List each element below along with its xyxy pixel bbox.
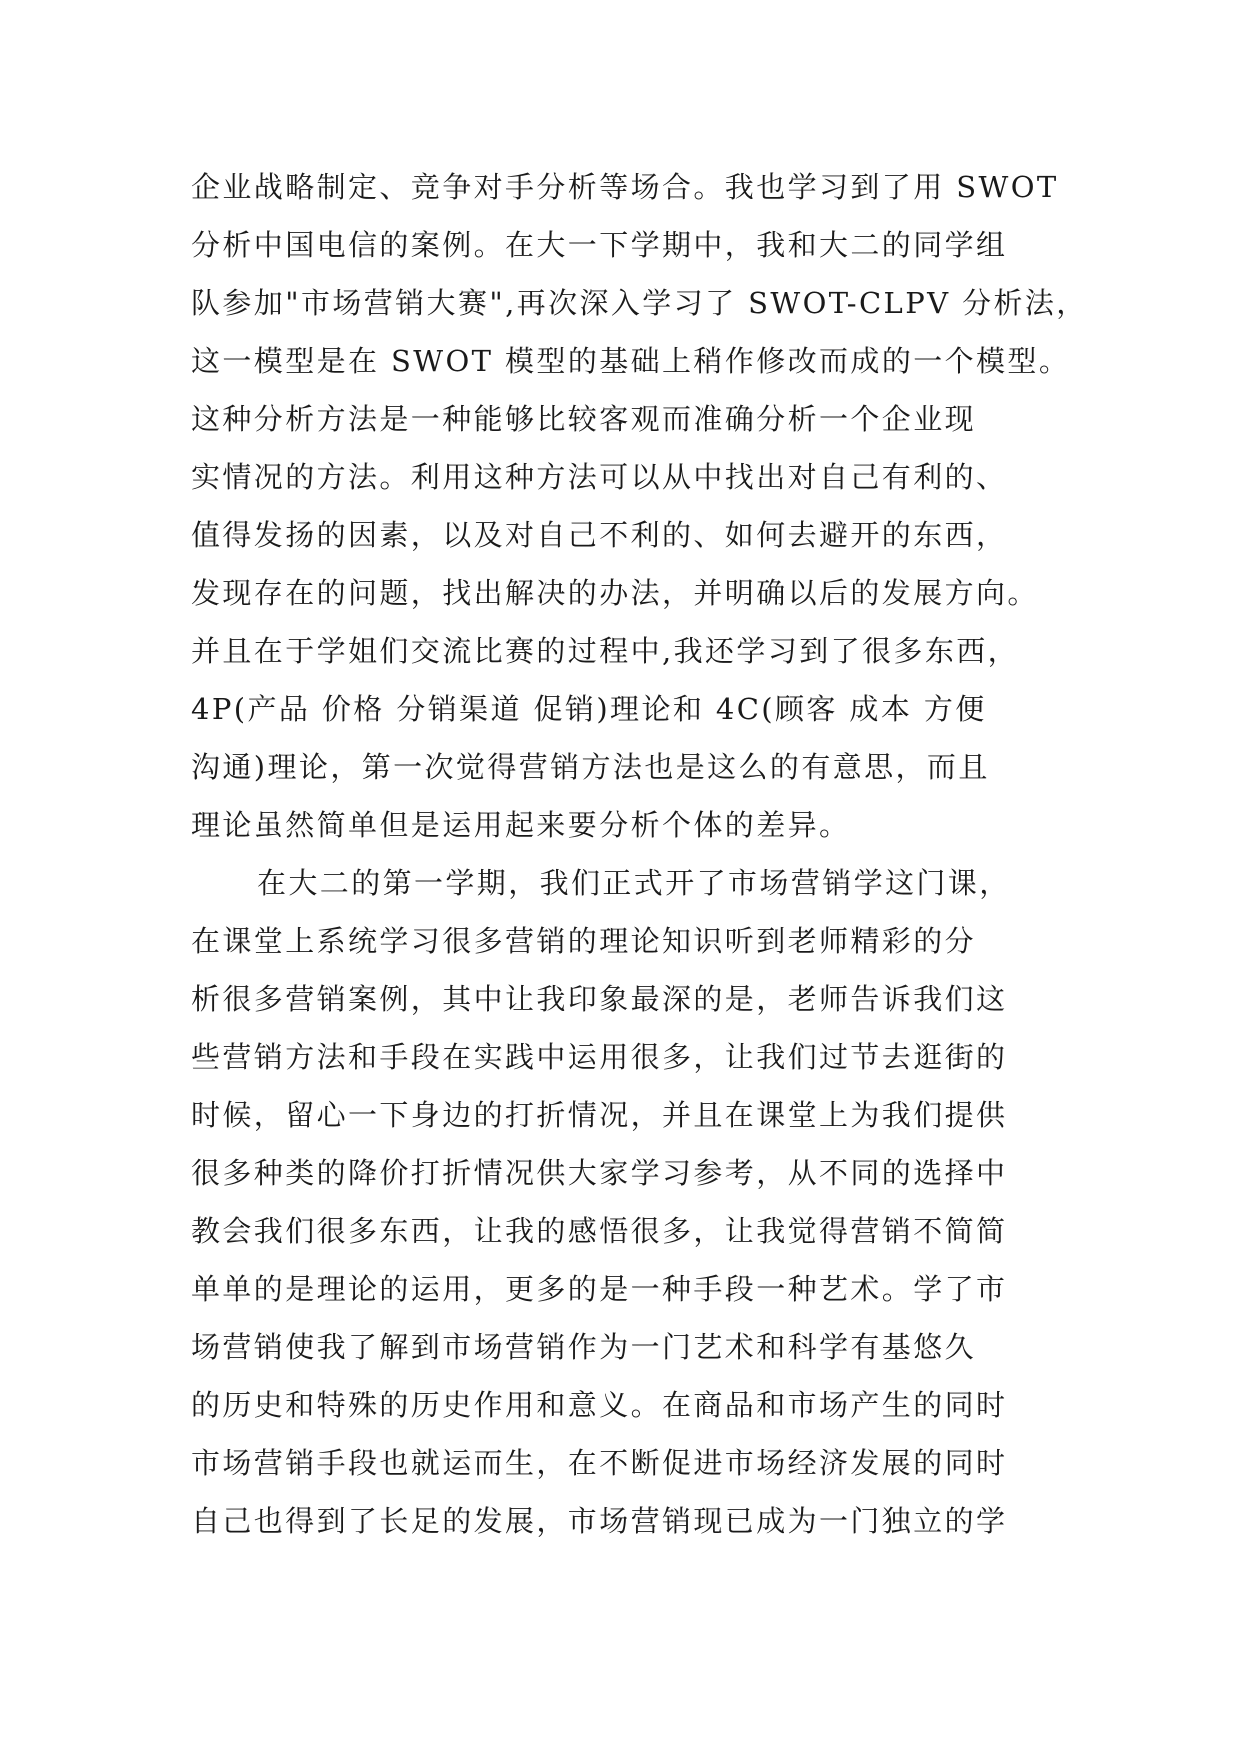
text-line: 单单的是理论的运用，更多的是一种手段一种艺术。学了市 [191,1272,1008,1306]
text-line: 析很多营销案例，其中让我印象最深的是，老师告诉我们这 [191,982,1008,1016]
text-line: 值得发扬的因素，以及对自己不利的、如何去避开的东西， [191,518,1008,552]
text-line: 理论虽然简单但是运用起来要分析个体的差异。 [191,808,851,842]
text-line: 市场营销手段也就运而生，在不断促进市场经济发展的同时 [191,1446,1008,1480]
text-line: 时候，留心一下身边的打折情况，并且在课堂上为我们提供 [191,1098,1008,1132]
text-line: 这种分析方法是一种能够比较客观而准确分析一个企业现 [191,402,977,436]
text-line: 发现存在的问题，找出解决的办法，并明确以后的发展方向。 [191,576,1039,610]
paragraph-first-line: 在大二的第一学期，我们正式开了市场营销学这门课， [257,866,1011,900]
text-line: 队参加"市场营销大赛",再次深入学习了 SWOT-CLPV 分析法， [191,286,1088,320]
text-line: 这一模型是在 SWOT 模型的基础上稍作修改而成的一个模型。 [191,344,1071,378]
text-line: 沟通)理论，第一次觉得营销方法也是这么的有意思，而且 [191,750,990,784]
body-text [191,158,1088,1550]
text-line: 的历史和特殊的历史作用和意义。在商品和市场产生的同时 [191,1388,1008,1422]
text-line: 很多种类的降价打折情况供大家学习参考，从不同的选择中 [191,1156,1008,1190]
text-line: 分析中国电信的案例。在大一下学期中，我和大二的同学组 [191,228,1008,262]
text-line: 4P(产品 价格 分销渠道 促销)理论和 4C(顾客 成本 方便 [191,692,987,726]
text-line: 些营销方法和手段在实践中运用很多，让我们过节去逛街的 [191,1040,1008,1074]
text-line: 在课堂上系统学习很多营销的理论知识听到老师精彩的分 [191,924,977,958]
text-line: 场营销使我了解到市场营销作为一门艺术和科学有基悠久 [191,1330,977,1364]
text-line: 并且在于学姐们交流比赛的过程中,我还学习到了很多东西， [191,634,1020,668]
text-line: 教会我们很多东西，让我的感悟很多，让我觉得营销不简简 [191,1214,1008,1248]
text-line: 实情况的方法。利用这种方法可以从中找出对自己有利的、 [191,460,1008,494]
text-line: 企业战略制定、竞争对手分析等场合。我也学习到了用 SWOT [191,170,1059,204]
text-line: 自己也得到了长足的发展，市场营销现已成为一门独立的学 [191,1504,1008,1538]
